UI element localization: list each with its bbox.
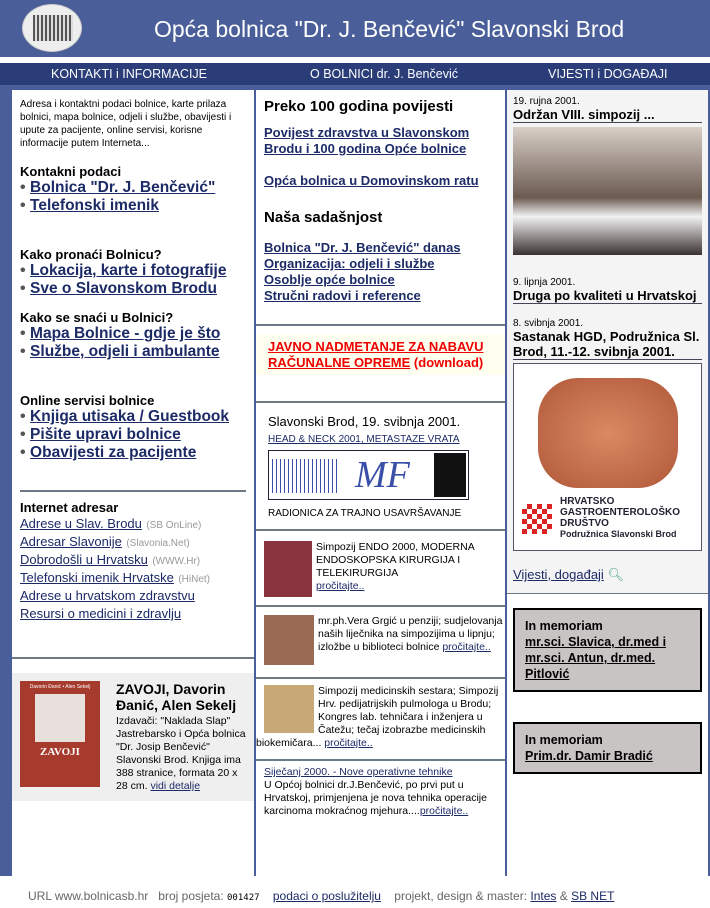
memoriam-label: In memoriam [525,619,603,633]
news-title[interactable]: Druga po kvaliteti u Hrvatskoj [513,288,702,304]
news-date: 9. lipnja 2001. [513,277,576,288]
hospital-logo[interactable] [22,4,82,52]
adresar-note: (HiNet) [178,574,211,585]
adresar-list [20,515,246,623]
visit-counter: 001427 [227,893,260,903]
divider [20,490,246,492]
event-caption: RADIONICA ZA TRAJNO USAVRŠAVANJE [268,508,462,519]
tender-notice [256,335,505,375]
server-info-link[interactable]: podaci o poslužitelju [272,889,381,903]
link-telefonski-imenik[interactable]: Telefonski imenik [30,197,159,214]
memoriam-box [513,608,702,692]
link-mapa[interactable]: Mapa Bolnice - gdje je što [30,325,221,342]
footer [28,889,614,903]
link-sluzbe[interactable]: Službe, odjeli i ambulante [30,343,220,360]
main-nav [0,63,710,85]
event-banner[interactable] [268,450,469,500]
hgd-poster[interactable] [513,363,702,551]
middle-column [256,90,505,876]
adresar-note: (Slavonia.Net) [126,538,190,549]
news-title[interactable]: Održan VIII. simpozij ... [513,107,702,123]
site-url: URL www.bolnicasb.hr [28,889,149,903]
news-text: U Općoj bolnici dr.J.Benčević, po prvi put u Hrvatskoj, primjenjena je nova tehnika operacije karcinoma mokraćnog mjehura.... [264,779,487,817]
section-title: Kontakni podaci [20,164,122,179]
adresar-title: Internet adresar [20,500,119,515]
adresar-link[interactable]: Adrese u hrvatskom zdravstvu [20,588,195,603]
sbnet-link[interactable]: SB NET [571,889,615,903]
nav-kontakti[interactable]: KONTAKTI i INFORMACIJE [51,67,208,81]
link-guestbook[interactable]: Knjiga utisaka / Guestbook [30,408,230,425]
link-organizacija[interactable]: Organizacija: odjeli i službe [264,256,435,271]
news-archive-link[interactable]: Vijesti, događaji [513,567,604,582]
credit-label: projekt, design & master: [394,889,528,903]
book-desc: Izdavači: "Naklada Slap" Jastrebarsko i Opća bolnica "Dr. Josip Benčević" Slavonski Brod. Knjiga ima 388 stranice, formata 20 x 28 cm. [116,715,246,792]
read-more-link[interactable]: pročitajte.. [324,737,373,749]
book-details-link[interactable]: vidi detalje [150,780,201,792]
site-title: Opća bolnica "Dr. J. Benčević" Slavonski Brod [154,16,625,42]
poster-text: Podružnica Slavonski Brod [560,529,677,539]
memoriam-link[interactable]: mr.sci. Slavica, dr.med i mr.sci. Antun, dr.med. Pitlović [525,635,667,681]
news-text: Simpozij medicinskih sestara; Simpozij Hrv. pedijatrijskih pulmologa u Brodu; Kongres lab. tehničara i inženjera u Čatežu; tečaj izobrazbe medicinskih biokemičara... [256,685,499,749]
link-domovinski-rat[interactable]: Opća bolnica u Domovinskom ratu [264,173,479,188]
intro-text: Adresa i kontaktni podaci bolnice, karte prilaza bolnici, mapa bolnice, odjeli i službe, obavijesti i upute za pacijente, online servisi, korisne informacije putem Interneta... [20,99,232,149]
news-date: 8. svibnja 2001. [513,318,584,329]
read-more-link[interactable]: pročitajte.. [316,580,365,592]
mf-logo: MF [355,454,410,496]
news-text: mr.ph.Vera Grgić u penziji; sudjelovanja naših liječnika na simpozijima u lipnju; izložbe u biblioteci bolnice [318,615,503,653]
section-title: Online servisi bolnice [20,393,155,408]
adresar-link[interactable]: Dobrodošli u Hrvatsku [20,552,148,567]
link-pisite[interactable]: Pišite upravi bolnice [30,426,181,443]
adresar-link[interactable]: Resursi o medicini i zdravlju [20,606,182,621]
cover-authors: Davorin Đanić • Alen Sekelj [29,684,91,690]
present-heading: Naša sadašnjost [264,209,383,226]
memoriam-link[interactable]: Prim.dr. Damir Bradić [525,749,653,763]
cover-title: ZAVOJI [40,746,80,758]
link-slavonski-brod[interactable]: Sve o Slavonskom Brodu [30,280,217,297]
news-title[interactable]: Sastanak HGD, Podružnica Sl. Brod, 11.-12. svibnja 2001. [513,329,702,360]
adresar-link[interactable]: Telefonski imenik Hrvatske [20,570,174,585]
news-text: Simpozij ENDO 2000, MODERNA ENDOSKOPSKA KIRURGIJA I TELEKIRURGIJA [316,541,475,579]
adresar-link[interactable]: Adresar Slavonije [20,534,122,549]
intes-link[interactable]: Intes [530,889,557,903]
news-date: 19. rujna 2001. [513,96,580,107]
link-bolnica[interactable]: Bolnica "Dr. J. Benčević" [30,179,216,196]
left-column [12,90,254,876]
right-column [507,90,708,876]
link-obavijesti[interactable]: Obavijesti za pacijente [30,444,197,461]
book-cover[interactable] [20,681,100,787]
adresar-link[interactable]: Adrese u Slav. Brodu [20,516,142,531]
news-thumbnail[interactable] [264,541,312,597]
ampersand: & [559,889,568,903]
link-danas[interactable]: Bolnica "Dr. J. Benčević" danas [264,240,461,255]
news-title-link[interactable]: Siječanj 2000. - Nove operativne tehnike [264,766,453,778]
magnifier-icon[interactable]: 🔍︎ [607,567,624,582]
event-date: Slavonski Brod, 19. svibnja 2001. [268,414,461,429]
tender-link[interactable]: JAVNO NADMETANJE ZA NABAVU RAČUNALNE OPREME [268,339,484,370]
adresar-note: (SB OnLine) [146,520,202,531]
symposium-photo[interactable] [513,127,702,255]
event-link[interactable]: HEAD & NECK 2001, METASTAZE VRATA [268,434,460,445]
nav-vijesti[interactable]: VIJESTI i DOGAĐAJI [548,67,668,81]
news-thumbnail[interactable] [264,615,314,665]
memoriam-label: In memoriam [525,733,603,747]
tender-download[interactable]: (download) [413,355,484,370]
header [0,0,710,57]
book-title: ZAVOJI, Davorin Đanić, Alen Sekelj [116,681,237,713]
adresar-note: (WWW.Hr) [152,556,201,567]
memoriam-box [513,722,702,774]
poster-text: HRVATSKO [560,496,615,507]
visits-label: broj posjeta: [158,889,224,903]
link-lokacija[interactable]: Lokacija, karte i fotografije [30,262,227,279]
read-more-link[interactable]: pročitajte.. [419,805,469,817]
section-title: Kako pronaći Bolnicu? [20,247,162,262]
nav-o-bolnici[interactable]: O BOLNICI dr. J. Benčević [310,67,458,81]
divider [256,324,505,326]
read-more-link[interactable]: pročitajte.. [442,641,491,653]
divider [12,657,254,659]
history-heading: Preko 100 godina povijesti [264,98,454,115]
link-povijest[interactable]: Povijest zdravstva u Slavonskom Brodu i 100 godina Opće bolnice [264,125,470,156]
book-promo [12,673,254,801]
link-osoblje[interactable]: Osoblje opće bolnice [264,272,395,287]
news-thumbnail[interactable] [264,685,314,733]
link-radovi[interactable]: Stručni radovi i reference [264,288,421,303]
poster-text: GASTROENTEROLOŠKO [560,507,681,518]
poster-text: DRUŠTVO [560,518,609,529]
section-title: Kako se snaći u Bolnici? [20,310,174,325]
